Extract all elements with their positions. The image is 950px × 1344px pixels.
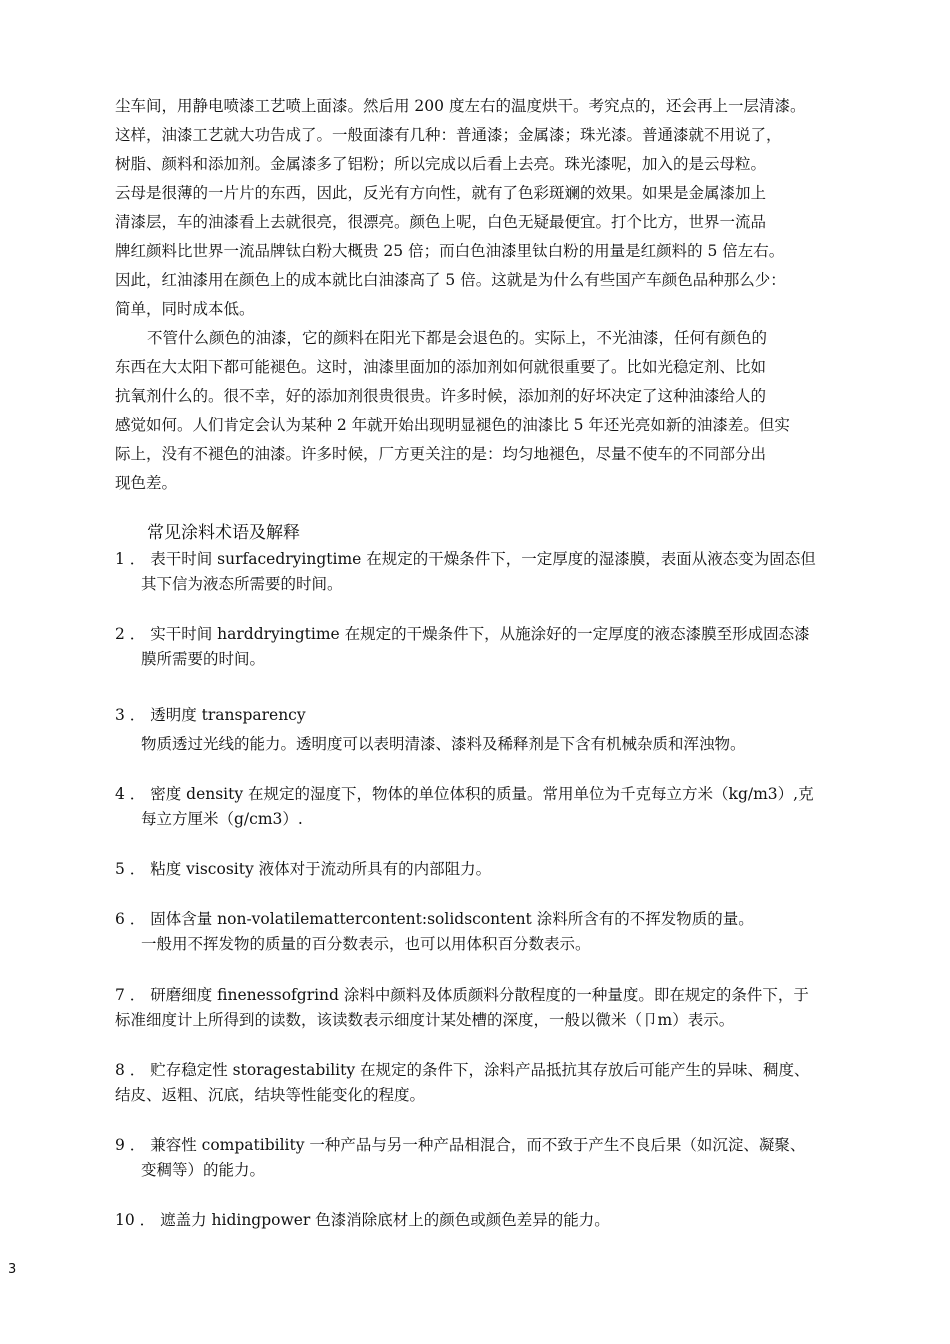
text-line: 因此，红油漆用在颜色上的成本就比白油漆高了 5 倍。这就是为什么有些国产车颜色品种那么少：: [115, 271, 786, 289]
text-line: 尘车间，用静电喷漆工艺喷上面漆。然后用 200 度左右的温度烘干。考究点的，还会再上一层清漆。: [115, 97, 806, 115]
text-line: 云母是很薄的一片片的东西，因此，反光有方向性，就有了色彩斑斓的效果。如果是金属漆加上: [115, 184, 767, 202]
text-line: 感觉如何。人们肯定会认为某种 2 年就开始出现明显褪色的油漆比 5 年还光亮如新的油漆差。但实: [115, 416, 790, 434]
term-line: 结皮、返粗、沉底，结块等性能变化的程度。: [115, 1086, 426, 1104]
term-line: 1 ． 表干时间 surfacedryingtime 在规定的干燥条件下，一定厚度的湿漆膜，表面从液态变为固态但: [115, 550, 816, 568]
term-line: 一般用不挥发物的质量的百分数表示，也可以用体积百分数表示。: [141, 935, 591, 953]
term-line: 6 ． 固体含量 non-volatilemattercontent:solidscontent 涂料所含有的不挥发物质的量。: [115, 910, 754, 928]
term-line: 2 ． 实干时间 harddryingtime 在规定的干燥条件下，从施涂好的一定厚度的液态漆膜至形成固态漆: [115, 625, 810, 643]
term-line: 变稠等）的能力。: [141, 1161, 266, 1179]
text-line: 简单，同时成本低。: [115, 300, 255, 318]
section-heading: 常见涂料术语及解释: [147, 523, 300, 543]
term-line: 8 ． 贮存稳定性 storagestability 在规定的条件下，涂料产品抵抗其存放后可能产生的异味、稠度、: [115, 1061, 810, 1079]
text-line: 树脂、颜料和添加剂。金属漆多了铝粉；所以完成以后看上去亮。珠光漆呢，加入的是云母粒。: [115, 155, 767, 173]
term-line: 5 ． 粘度 viscosity 液体对于流动所具有的内部阻力。: [115, 860, 492, 878]
term-line: 3 ． 透明度 transparency: [115, 706, 306, 724]
text-line: 牌红颜料比世界一流品牌钛白粉大概贵 25 倍；而白色油漆里钛白粉的用量是红颜料的 5 倍左右。: [115, 242, 785, 260]
text-line: 清漆层，车的油漆看上去就很亮，很漂亮。颜色上呢，白色无疑最便宜。打个比方，世界一流品: [115, 213, 767, 231]
text-line: 现色差。: [115, 474, 178, 492]
text-line: 不管什么颜色的油漆，它的颜料在阳光下都是会退色的。实际上，不光油漆，任何有颜色的: [147, 329, 768, 347]
term-line: 膜所需要的时间。: [141, 650, 266, 668]
page-number: 3: [8, 1262, 17, 1277]
text-line: 际上，没有不褪色的油漆。许多时候，厂方更关注的是：均匀地褪色，尽量不使车的不同部分出: [115, 445, 767, 463]
term-line: 9 ． 兼容性 compatibility 一种产品与另一种产品相混合，而不致于产生不良后果（如沉淀、凝聚、: [115, 1136, 806, 1154]
term-line: 物质透过光线的能力。透明度可以表明清漆、漆料及稀释剂是下含有机械杂质和浑浊物。: [141, 735, 746, 753]
text-line: 这样，油漆工艺就大功告成了。一般面漆有几种：普通漆；金属漆；珠光漆。普通漆就不用说了，: [115, 126, 782, 144]
term-line: 标准细度计上所得到的读数，该读数表示细度计某处槽的深度，一般以微米（卩m）表示。: [115, 1011, 735, 1029]
term-line: 4 ． 密度 density 在规定的湿度下，物体的单位体积的质量。常用单位为千克每立方米（kg/m3）,克: [115, 785, 814, 803]
text-line: 东西在大太阳下都可能褪色。这时，油漆里面加的添加剂如何就很重要了。比如光稳定剂、比如: [115, 358, 767, 376]
term-line: 7 ． 研磨细度 finenessofgrind 涂料中颜料及体质颜料分散程度的一种量度。即在规定的条件下，于: [115, 986, 809, 1004]
term-line: 每立方厘米（g/cm3）.: [141, 810, 303, 828]
term-line: 其下信为液态所需要的时间。: [141, 575, 343, 593]
text-line: 抗氧剂什么的。很不幸，好的添加剂很贵很贵。许多时候，添加剂的好坏决定了这种油漆给人的: [115, 387, 767, 405]
term-line: 10 ． 遮盖力 hidingpower 色漆消除底材上的颜色或颜色差异的能力。: [115, 1211, 610, 1229]
